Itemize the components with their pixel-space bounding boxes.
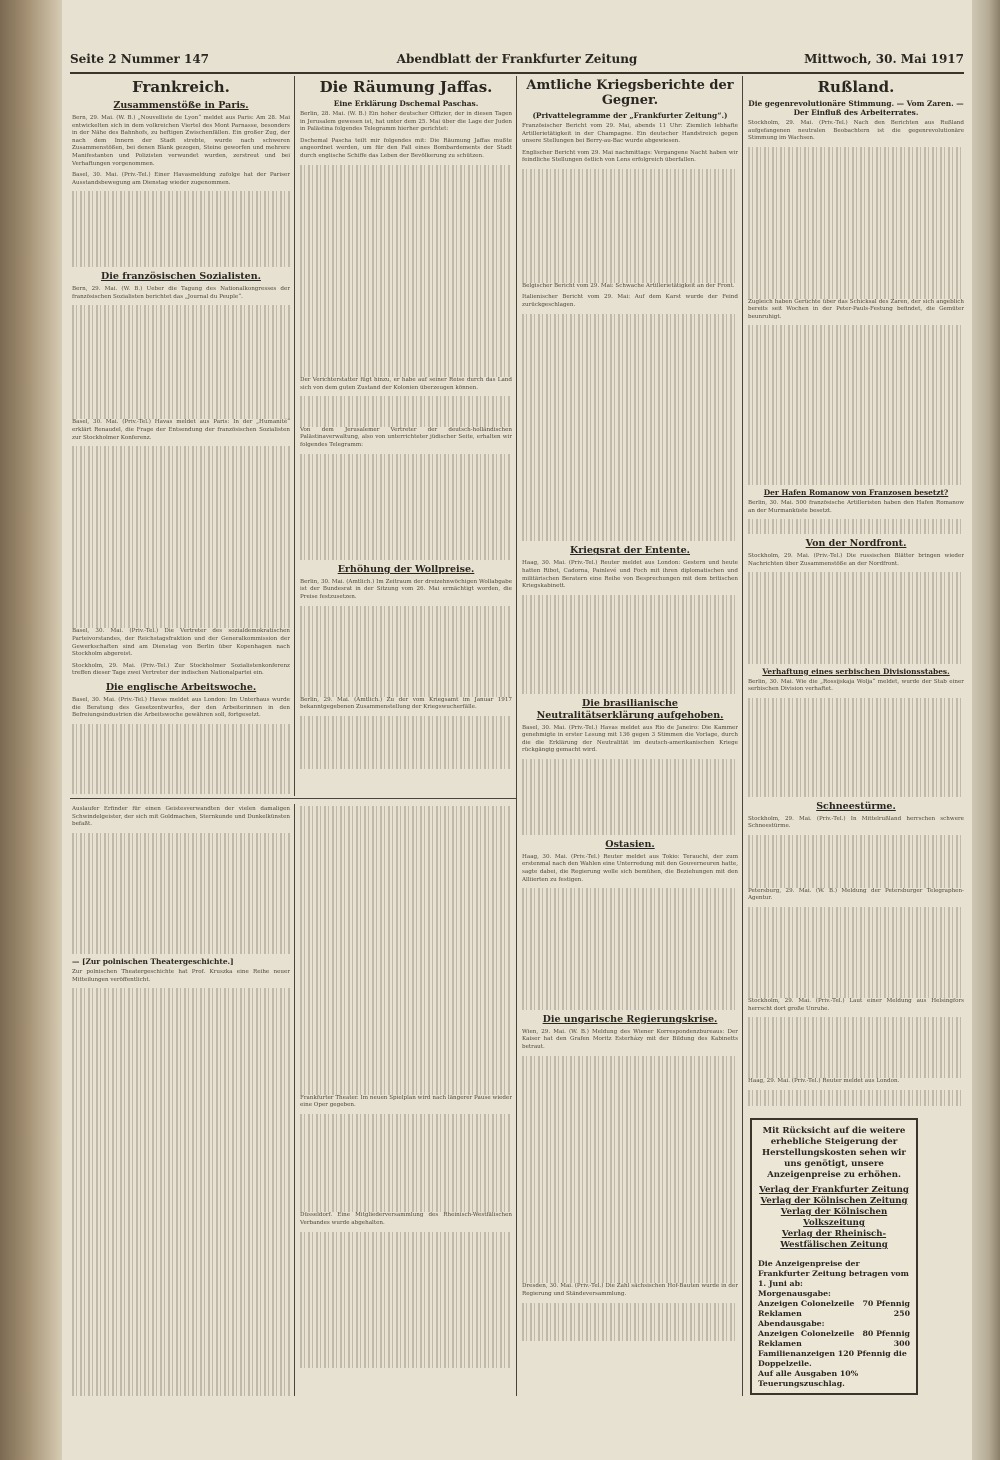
article-paragraph: Basel, 30. Mai. (Priv.-Tel.) Die Vertreter des sozialdemokratischen Parteivorstandes, der Reichstagsfraktion und der Generalkommission der Gewerkschaften sind am Dienstag von Berlin über Kopenhagen nach Stockholm abgereist. bbox=[72, 628, 290, 658]
article-paragraph: Stockholm, 29. Mai. (Priv.-Tel.) Nach den Berichten aus Rußland aufgefangenen neutralen Beobachtern ist die gegenrevolutionäre Stimmung im Wachsen. bbox=[748, 120, 964, 142]
subhead-hungarian-crisis: Die ungarische Regierungskrise. bbox=[542, 1013, 718, 1025]
price-row bbox=[758, 1309, 910, 1319]
price-item: Anzeigen Colonelzeile bbox=[758, 1329, 855, 1338]
article-paragraph: Haag, 29. Mai. (Priv.-Tel.) Reuter meldet aus London. bbox=[748, 1078, 900, 1085]
subhead-counterrevolution: Die gegenrevolutionäre Stimmung. — Vom Zaren. — Der Einfluß des Arbeiterrates. bbox=[748, 99, 964, 117]
price-row bbox=[758, 1339, 910, 1349]
column-france bbox=[72, 76, 290, 794]
subhead-romanow: Der Hafen Romanow von Franzosen besetzt? bbox=[763, 487, 949, 497]
subhead-paris: Zusammenstöße in Paris. bbox=[113, 100, 249, 111]
publisher-rheinisch: Verlag der Rheinisch-Westfälischen Zeitung bbox=[780, 1229, 888, 1250]
article-paragraph: Basel, 30. Mai. (Priv.-Tel.) Havas meldet aus Paris: In der „Humanité“ erklärt Renaudel, die Frage der Entsendung der französischen Sozialisten zur Stockholmer Konferenz. bbox=[72, 419, 290, 441]
article-paragraph: Französischer Bericht vom 29. Mai, abends 11 Uhr: Ziemlich lebhafte Artillerietätigkeit in der Champagne. Ein deutscher Handstreich gegen unsere Stellungen bei Berry-au-Bac wurde abgewiesen. bbox=[522, 123, 738, 145]
price-value: 80 Pfennig bbox=[862, 1329, 910, 1338]
subhead-brazil: Die brasilianische Neutralitätserklärung aufgehoben. bbox=[536, 697, 724, 721]
column-war-reports bbox=[522, 76, 738, 1396]
feuilleton-left bbox=[72, 806, 290, 1396]
feuilleton-rule bbox=[70, 798, 516, 799]
subhead-wool-prices: Erhöhung der Wollpreise. bbox=[337, 563, 475, 575]
price-item: Reklamen bbox=[758, 1339, 802, 1348]
publisher-koelnische: Verlag der Kölnischen Zeitung bbox=[760, 1196, 908, 1206]
evening-label: Abendausgabe: bbox=[758, 1319, 825, 1328]
feuilleton-paragraph: Düsseldorf. Eine Mitgliederversammlung des Rheinisch-Westfälischen Verbandes wurde abgehalten. bbox=[300, 1212, 512, 1227]
article-paragraph: Berlin, 28. Mai. (W. B.) Ein hoher deutscher Offizier, der in diesen Tagen in Jerusalem gewesen ist, hat unter dem 25. Mai über die Lage der Juden in Palästina folgendes Telegramm hierher gerichtet: bbox=[300, 111, 512, 133]
article-paragraph: Basel, 30. Mai. (Priv.-Tel.) Havas meldet aus Rio de Janeiro: Die Kammer genehmigte in erster Lesung mit 136 gegen 3 Stimmen die Vorlage, durch die die Erklärung der Neutralität im deutsch-amerikanischen Kriege rückgängig gemacht wird. bbox=[522, 724, 738, 754]
subhead-east-asia: Ostasien. bbox=[605, 838, 655, 850]
column-rule bbox=[294, 804, 295, 1396]
price-row bbox=[758, 1329, 910, 1339]
subhead-north-front: Von der Nordfront. bbox=[805, 538, 907, 550]
article-paragraph: Dresden, 30. Mai. (Priv.-Tel.) Die Zahl sächsischen Hof-Bauten wurde in der Regierung und Ständeversammlung. bbox=[522, 1283, 738, 1297]
feuilleton-subhead: — [Zur polnischen Theatergeschichte.] bbox=[72, 957, 234, 967]
book-binding bbox=[0, 0, 62, 1460]
headline-war-reports: Amtliche Kriegsberichte der Gegner. bbox=[526, 78, 734, 108]
article-paragraph: Italienischer Bericht vom 29. Mai: Auf dem Karst wurde der Feind zurückgeschlagen. bbox=[522, 294, 738, 309]
masthead bbox=[70, 48, 964, 74]
headline-france: Frankreich. bbox=[132, 78, 230, 96]
column-rule bbox=[294, 76, 295, 796]
feuilleton-paragraph: Zur polnischen Theatergeschichte hat Prof. Kruszka eine Reihe neuer Mitteilungen veröffentlicht. bbox=[72, 969, 290, 983]
article-paragraph: Petersburg, 29. Mai. (W. B.) Meldung der Petersburger Telegraphen-Agentur. bbox=[748, 887, 964, 902]
newspaper-title: Abendblatt der Frankfurter Zeitung bbox=[396, 52, 638, 66]
column-jaffa bbox=[300, 76, 512, 794]
article-paragraph: Bern, 29. Mai. (W. B.) „Nouvelliste de Lyon“ meldet aus Paris: Am 28. Mai entwickelten sich in dem volkreichen Viertel des Mont Parnasse, besonders in der Nähe des Bahnhofs, zu heftigen Zwischenfällen. Ein großer Zug, der nach dem Innern der Stadt strebte, wurde nach schweren Zusammenstößen, bei denen Blank gezogen, Steine geworfen und mehrere Manifestanten und Polizisten verwundet wurden, zerstreut und bei Verhaftungen vorgenommen. bbox=[72, 115, 290, 167]
price-value: 70 Pfennig bbox=[862, 1299, 910, 1308]
article-paragraph: Stockholm, 29. Mai. (Priv.-Tel.) Die russischen Blätter bringen wieder Nachrichten über Zusammenstöße an der Nordfront. bbox=[748, 553, 964, 567]
feuilleton-right bbox=[300, 806, 512, 1396]
subhead-serbian-staff: Verhaftung eines serbischen Divisionsstabes. bbox=[762, 666, 950, 676]
column-rule bbox=[516, 76, 517, 1396]
article-paragraph: Belgischer Bericht vom 29. Mai: Schwache Artillerietätigkeit an der Front. bbox=[522, 282, 735, 289]
subhead-telegrams: (Privattelegramme der „Frankfurter Zeitung“.) bbox=[532, 111, 728, 120]
page-edge bbox=[972, 0, 1000, 1460]
article-paragraph: Basel, 30. Mai. (Priv.-Tel.) Havas meldet aus London: Im Unterhaus wurde die Beratung des Gesetzentwurfes, der den Arbeiterinnen in den Befreiungsindustrien die Arbeitswoche gewähren soll, fortgesetzt. bbox=[72, 696, 290, 719]
price-increase-notice bbox=[750, 1118, 918, 1395]
subhead-entente-council: Kriegsrat der Entente. bbox=[570, 545, 690, 557]
publisher-volkszeitung: Verlag der Kölnischen Volkszeitung bbox=[780, 1207, 888, 1228]
article-paragraph: Wien, 29. Mai. (W. B.) Meldung des Wiener Korrespondenzbureaus: Der Kaiser hat den Grafen Moritz Esterházy mit der Bildung des Kabinetts betraut. bbox=[522, 1028, 738, 1050]
headline-jaffa: Die Räumung Jaffas. bbox=[319, 78, 493, 96]
article-paragraph: Berlin, 29. Mai. (Amtlich.) Zu der vom Kriegsamt im Januar 1917 bekanntgegebenen Zusammenstellung der Kriegswucherfälle. bbox=[300, 696, 512, 711]
article-paragraph: Stockholm, 29. Mai. (Priv.-Tel.) In Mittelrußland herrschen schwere Schneestürme. bbox=[748, 815, 964, 830]
article-paragraph: Berlin, 30. Mai. (Amtlich.) Im Zeitraum der dreizehnwöchigen Wollabgabe ist der Bundesrat in der Sitzung vom 26. Mai ermächtigt worden, die Preise festzusetzen. bbox=[300, 578, 512, 601]
feuilleton-paragraph: Auslaufer Erfinder für einen Geistesverwandten der vielen damaligen Schwindelgeister, der sich mit Goldmachen, Sternkunde und Dunkelkünsten befaßt. bbox=[72, 806, 290, 828]
subhead-snowstorms: Schneestürme. bbox=[816, 800, 896, 812]
article-paragraph: Berlin, 30. Mai. Wie die „Rossijskaja Wolja“ meldet, wurde der Stab einer serbischen Division verhaftet. bbox=[748, 678, 964, 693]
article-paragraph: Dschemal Pascha teilt mir folgendes mit: Die Räumung Jaffas mußte angeordnet werden, um für den Fall eines Bombardements der Stadt durch englische Schiffe das Leben der Bevölkerung zu schützen. bbox=[300, 137, 512, 159]
morning-label: Morgenausgabe: bbox=[758, 1289, 831, 1298]
surcharge-notice: Auf alle Ausgaben 10% Teuerungszuschlag. bbox=[758, 1369, 859, 1388]
notice-text: Mit Rücksicht auf die weitere erhebliche Steigerung der Herstellungskosten sehen wir uns genötigt, unsere Anzeigenpreise zu erhöhen. bbox=[762, 1126, 906, 1180]
article-paragraph: Englischer Bericht vom 29. Mai nachmittags: Vergangene Nacht haben wir feindliche Stellungen östlich von Lens erfolgreich überfallen. bbox=[522, 149, 738, 164]
article-paragraph: Haag, 30. Mai. (Priv.-Tel.) Reuter meldet aus London: Gestern und heute hatten Ribot, Cadorna, Painlevé und Foch mit ihren diplomatischen und militärischen Beratern eine Reihe von Besprechungen mit dem britischen Kriegskabinett. bbox=[522, 560, 738, 590]
article-paragraph: Zugleich haben Gerüchte über das Schicksal des Zaren, der sich angeblich bereits seit Wochen in der Peter-Pauls-Festung befindet, die Gemüter beunruhigt. bbox=[748, 298, 964, 320]
price-table bbox=[758, 1259, 910, 1389]
subhead-english-week: Die englische Arbeitswoche. bbox=[105, 681, 257, 693]
subhead-socialists: Die französischen Sozialisten. bbox=[101, 271, 261, 283]
price-item: Reklamen bbox=[758, 1309, 802, 1318]
issue-date: Mittwoch, 30. Mai 1917 bbox=[804, 52, 964, 66]
article-paragraph: Stockholm, 29. Mai. (Priv.-Tel.) Laut einer Meldung aus Helsingfors herrscht dort große Unruhe. bbox=[748, 998, 964, 1012]
price-value: 250 bbox=[893, 1309, 910, 1318]
family-notice: Familienanzeigen 120 Pfennig die Doppelzeile. bbox=[758, 1349, 907, 1368]
page-number: Seite 2 Nummer 147 bbox=[70, 52, 210, 66]
column-russia bbox=[748, 76, 964, 1106]
article-paragraph: Berlin, 30. Mai. 500 französische Artilleristen haben den Hafen Romanow an der Murmanküste besetzt. bbox=[748, 499, 964, 514]
article-paragraph: Stockholm, 29. Mai. (Priv.-Tel.) Zur Stockholmer Sozialistenkonferenz treffen dieser Tage zwei Vertreter der indischen Nationalpartei ein. bbox=[72, 662, 290, 677]
price-row bbox=[758, 1299, 910, 1309]
price-value: 300 bbox=[893, 1339, 910, 1348]
price-item: Anzeigen Colonelzeile bbox=[758, 1299, 855, 1308]
article-paragraph: Basel, 30. Mai. (Priv.-Tel.) Einer Havasmeldung zufolge hat der Pariser Ausstandsbewegung am Dienstag wieder zugenommen. bbox=[72, 172, 290, 186]
article-paragraph: Von dem Jerusalemer Vertreter der deutsch-holländischen Palästinaverwaltung, also von unterrichteter jüdischer Seite, erhalten wir folgendes Telegramm: bbox=[300, 426, 512, 448]
article-paragraph: Bern, 29. Mai. (W. B.) Ueber die Tagung des Nationalkongresses der französischen Sozialisten berichtet das „Journal du Peuple“. bbox=[72, 286, 290, 300]
price-intro: Die Anzeigenpreise der Frankfurter Zeitung betragen vom 1. Juni ab: bbox=[758, 1259, 909, 1288]
headline-russia: Rußland. bbox=[817, 78, 895, 96]
publisher-frankfurter: Verlag der Frankfurter Zeitung bbox=[759, 1185, 909, 1195]
subhead-dschemal: Eine Erklärung Dschemal Paschas. bbox=[333, 99, 479, 108]
article-paragraph: Der Verichterstatter fügt hinzu, er habe auf seiner Reise durch das Land sich von dem guten Zustand der Kolonien überzeugen können. bbox=[300, 377, 512, 391]
column-rule bbox=[742, 76, 743, 1396]
feuilleton-paragraph: Frankfurter Theater. Im neuen Spielplan wird nach längerer Pause wieder eine Oper gegeben. bbox=[300, 1094, 512, 1109]
article-paragraph: Haag, 30. Mai. (Priv.-Tel.) Reuter meldet aus Tokio: Terauchi, der zum erstenmal nach den Wahlen eine Unterredung mit den Gouverneuren hatte, sagte dabei, die Regierung wolle sich bemühen, die Beziehungen mit den Alliierten zu festigen. bbox=[522, 853, 738, 883]
